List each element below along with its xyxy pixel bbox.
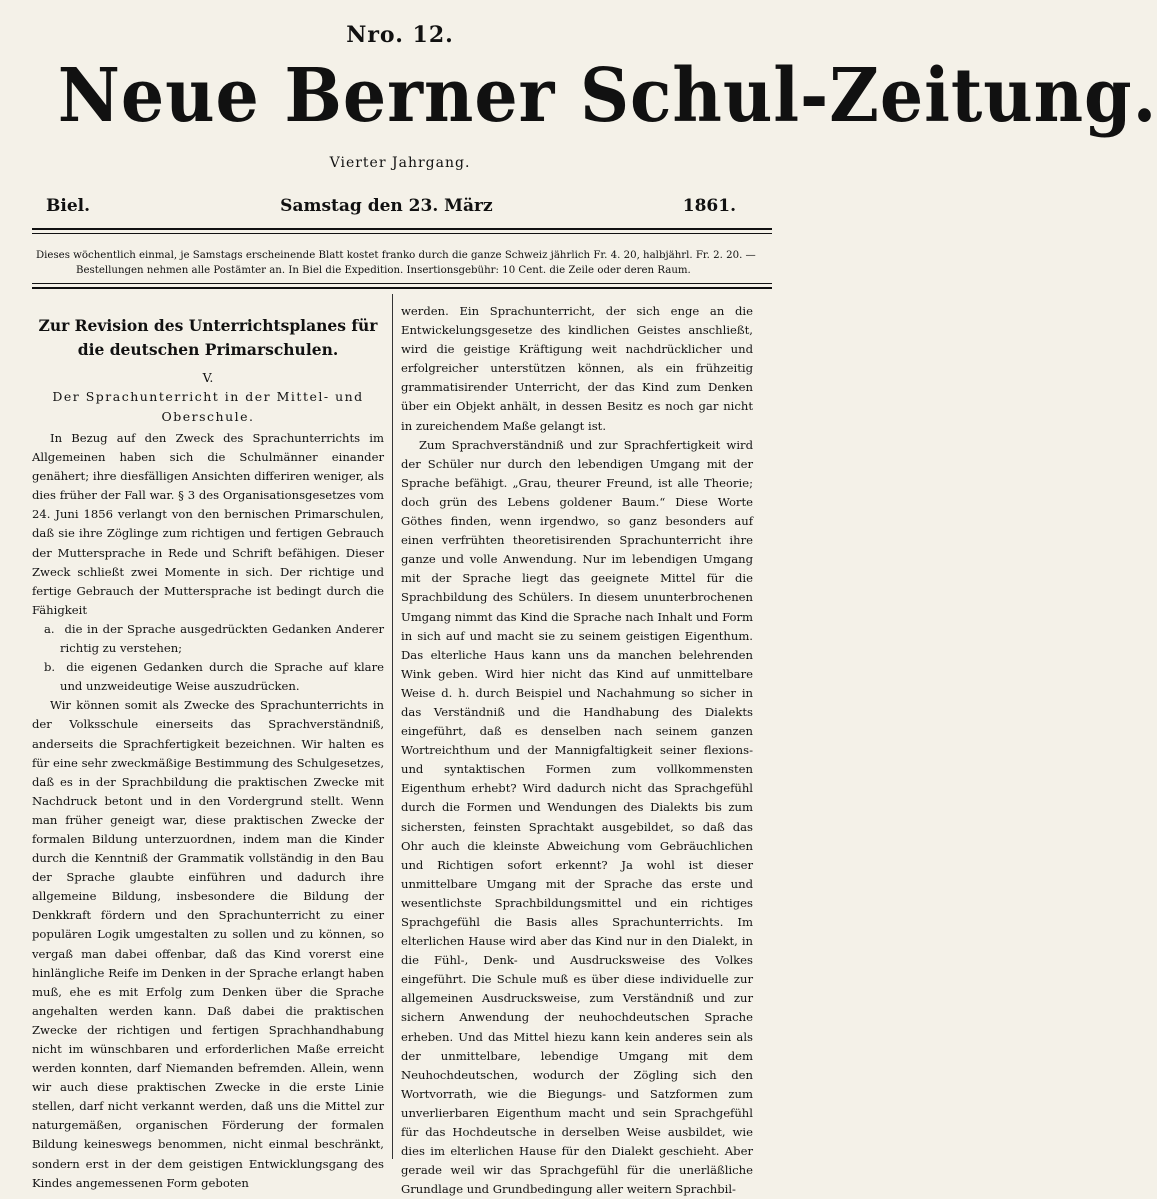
article-section: V.: [202, 370, 214, 385]
subscription-info: [36, 248, 770, 278]
header-rule-bottom-thin: [32, 283, 772, 284]
left-column: [32, 302, 384, 1193]
column-divider: [392, 294, 393, 1159]
list-text: die in der Sprache ausgedrückten Gedanken Anderer richtig zu verstehen;: [60, 621, 384, 656]
place-label: Biel.: [46, 196, 91, 216]
masthead-title: Neue Berner Schul-Zeitung.: [57, 53, 1157, 139]
ability-list: [32, 620, 384, 696]
right-column: [401, 302, 753, 1199]
dateline: [46, 196, 736, 216]
volume-label: Vierter Jahrgang.: [329, 155, 471, 171]
subscription-line-2: Bestellungen nehmen alle Postämter an. In Biel die Expedition. Insertionsgebühr: 10 Cent. die Zeile oder deren Raum.: [76, 265, 691, 276]
list-text: die eigenen Gedanken durch die Sprache auf klare und unzweideutige Weise auszudrücken.: [60, 660, 384, 694]
year-label: 1861.: [682, 196, 736, 216]
paragraph: In Bezug auf den Zweck des Sprachunterrichts im Allgemeinen haben sich die Schulmänner einander genähert; ihre diesfälligen Ansichten differiren weniger, als dies früher der Fall war. § 3 des Organisationsgesetzes vom 24. Juni 1856 verlangt von den bernischen Primarschulen, daß sie ihre Zöglinge zum richtigen und fertigen Gebrauch der Muttersprache in Rede und Schrift befähigen. Dieser Zweck schließt zwei Momente in sich. Der richtige und fertige Gebrauch der Muttersprache ist bedingt durch die Fähigkeit: [32, 431, 384, 617]
header-rule-bottom: [32, 287, 772, 289]
paragraph: werden. Ein Sprachunterricht, der sich enge an die Entwickelungsgesetze des kindlichen Geistes anschließt, wird die geistige Kräftigung weit nachdrücklicher und erfolgreicher unterstützen können, als ein frühzeitig grammatisirender Unterricht, der das Kind zum Denken über ein Objekt anhält, in dessen Besitz es noch gar nicht in zureichendem Maße gelangt ist.: [401, 304, 753, 433]
date-label: Samstag den 23. März: [280, 196, 493, 216]
header-rule-thin: [32, 233, 772, 234]
issue-number: Nro. 12.: [346, 22, 454, 48]
list-marker: b.: [44, 660, 56, 675]
subscription-line-1: Dieses wöchentlich einmal, je Samstags erscheinende Blatt kostet franko durch die ganze Schweiz jährlich Fr. 4. 20, halbjährl. Fr. 2. 20. —: [36, 250, 756, 261]
article-title: Zur Revision des Unterrichtsplanes für die deutschen Primarschulen.: [38, 316, 378, 359]
paragraph: Zum Sprachverständniß und zur Sprachfertigkeit wird der Schüler nur durch den lebendigen Umgang mit der Sprache befähigt. „Grau, theurer Freund, ist alle Theorie; doch grün des Lebens goldener Baum.“ Diese Worte Göthes finden, wenn irgendwo, so ganz besonders auf einen verfrühten theoretisirenden Sprachunterricht ihre ganze und volle Anwendung. Nur im lebendigen Umgang mit der Sprache liegt das geeignete Mittel für die Sprachbildung des Schülers. In diesem ununterbrochenen Umgang nimmt das Kind die Sprache nach Inhalt und Form in sich auf und macht sie zu seinem geistigen Eigenthum. Das elterliche Haus kann uns da manchen belehrenden Wink geben. Wird hier nicht das Kind auf unmittelbare Weise d. h. durch Beispiel und Nachahmung so sicher in das Verständniß und die Handhabung des Dialekts eingeführt, daß es denselben nach seinem ganzen Wortreichthum und der Mannigfaltigkeit seiner flexions- und syntaktischen Formen zum vollkommensten Eigenthum erhebt? Wird dadurch nicht das Sprachgefühl durch die Formen und Wendungen des Dialekts bis zum sichersten, feinsten Sprachtakt ausgebildet, so daß das Ohr auch die kleinste Abweichung vom Gebräuchlichen und Richtigen sofort erkennt? Ja wohl ist dieser unmittelbare Umgang mit der Sprache das erste und wesentlichste Sprachbildungsmittel und ein richtiges Sprachgefühl die Basis alles Sprachunterrichts. Im elterlichen Hause wird aber das Kind nur in den Dialekt, in die Fühl-, Denk- und Ausdrucksweise des Volkes eingeführt. Die Schule muß es über diese individuelle zur allgemeinen Ausdrucksweise, zum Verständniß und zur sichern Anwendung der neuhochdeutschen Sprache erheben. Und das Mittel hiezu kann kein anderes sein als der unmittelbare, lebendige Umgang mit dem Neuhochdeutschen, wodurch der Zögling sich den Wortvorrath, wie die Biegungs- und Satzformen zum unverlierbaren Eigenthum macht und sein Sprachgefühl für das Hochdeutsche in derselben Weise ausbildet, wie dies im elterlichen Hause für den Dialekt geschieht. Aber gerade weil wir das Sprachgefühl für die unerläßliche Grundlage und Grundbedingung aller weitern Sprachbil-: [401, 437, 753, 1197]
list-marker: a.: [44, 621, 55, 636]
list-item: [32, 620, 384, 658]
article-subtitle: Der Sprachunterricht in der Mittel- und Oberschule.: [52, 389, 364, 424]
list-item: [32, 658, 384, 696]
paragraph: Wir können somit als Zwecke des Sprachunterrichts in der Volksschule einerseits das Sprachverständniß, anderseits die Sprachfertigkeit bezeichnen. Wir halten es für eine sehr zweckmäßige Bestimmung des Schulgesetzes, daß es in der Sprachbildung die praktischen Zwecke mit Nachdruck betont und in den Vordergrund stellt. Wenn man früher geneigt war, diese praktischen Zwecke der formalen Bildung unterzuordnen, indem man die Kinder durch die Kenntniß der Grammatik vollständig in den Bau der Sprache glaubte einführen und dadurch ihre allgemeine Bildung, insbesondere die Bildung der Denkkraft fördern und den Sprachunterricht zu einer populären Logik umgestalten zu sollen und zu können, so vergaß man dabei offenbar, daß das Kind vorerst eine hinlängliche Reife im Denken in der Sprache erlangt haben muß, ehe es mit Erfolg zum Denken über die Sprache angehalten werden kann. Daß dabei die praktischen Zwecke der richtigen und fertigen Sprachhandhabung nicht im wünschbaren und erforderlichen Maße erreicht werden konnten, darf Niemanden befremden. Allein, wenn wir auch diese praktischen Zwecke in die erste Linie stellen, darf nicht verkannt werden, daß uns die Mittel zur naturgemäßen, organischen Förderung der formalen Bildung keineswegs benommen, nicht einmal beschränkt, sondern erst in der dem geistigen Entwicklungsgang des Kindes angemessenen Form geboten: [32, 698, 384, 1190]
header-rule-top: [32, 228, 772, 230]
